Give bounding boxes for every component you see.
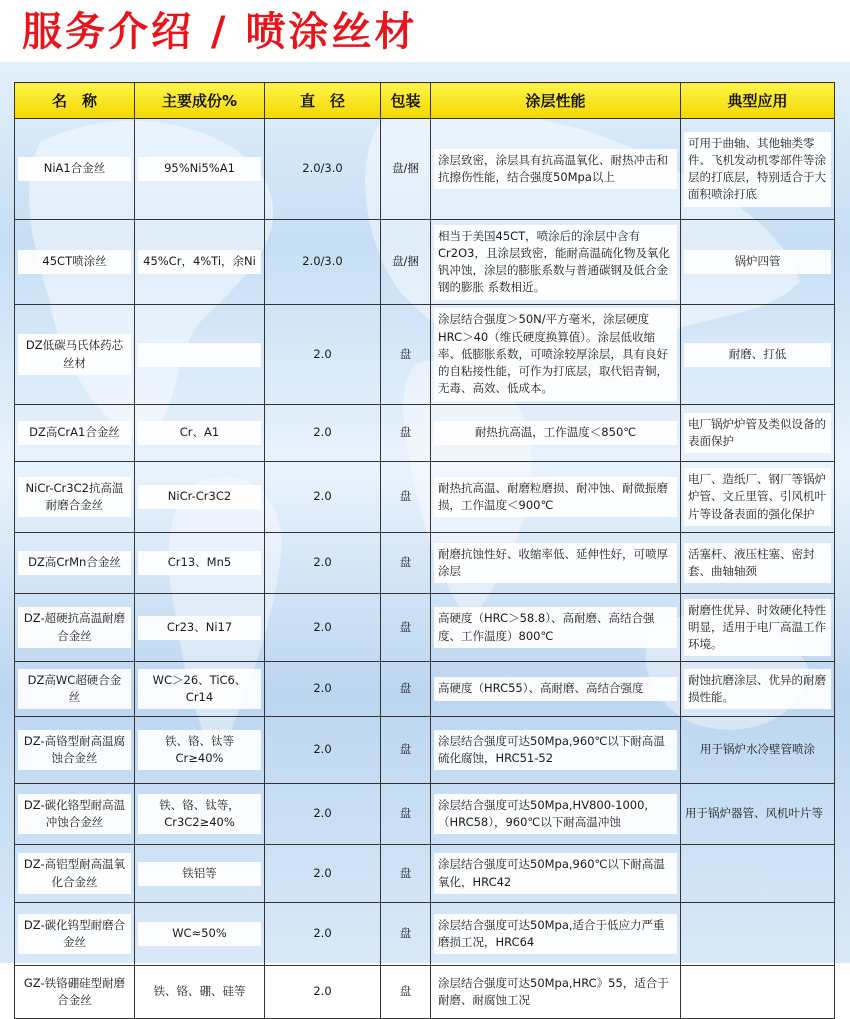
cell-application: 耐磨、打低 (681, 305, 835, 405)
cell-composition: 45%Cr，4%Ti，余Ni (135, 220, 265, 305)
cell-composition: WC≈50% (135, 903, 265, 966)
cell-application: 电厂锅炉炉管及类似设备的表面保护 (681, 405, 835, 462)
cell-name: DZ-碳化钨型耐磨合金丝 (15, 903, 135, 966)
cell-packaging: 盘 (381, 533, 431, 594)
cell-performance: 相当于美国45CT，喷涂后的涂层中含有Cr2O3，且涂层致密，能耐高温硫化物及氧化钒冲蚀，涂层的膨胀系数与普通碳钢及低合金钢的膨胀 系数相近。 (431, 220, 681, 305)
cell-application (681, 845, 835, 903)
cell-packaging: 盘 (381, 462, 431, 533)
product-table (14, 82, 835, 1019)
cell-performance: 耐磨抗蚀性好、收缩率低、延伸性好，可喷厚涂层 (431, 533, 681, 594)
cell-performance: 涂层致密，涂层具有抗高温氧化、耐热冲击和抗擦伤性能，结合强度50Mpa以上 (431, 119, 681, 220)
table-row (15, 903, 835, 966)
table-row (15, 662, 835, 717)
cell-name: DZ-超硬抗高温耐磨合金丝 (15, 594, 135, 662)
cell-packaging: 盘/捆 (381, 119, 431, 220)
cell-diameter: 2.0/3.0 (265, 220, 381, 305)
cell-composition: 铁、铬、钛等，Cr3C2≥40% (135, 784, 265, 845)
cell-packaging: 盘 (381, 966, 431, 1019)
cell-name: NiCr-Cr3C2抗高温耐磨合金丝 (15, 462, 135, 533)
cell-diameter: 2.0 (265, 784, 381, 845)
cell-performance: 涂层结合强度可达50Mpa,HV800-1000,（HRC58），960℃以下耐高温冲蚀 (431, 784, 681, 845)
cell-name: 45CT喷涂丝 (15, 220, 135, 305)
cell-diameter: 2.0 (265, 662, 381, 717)
cell-performance: 高硬度（HRC＞58.8）、高耐磨、高结合强度、工作温度）800℃ (431, 594, 681, 662)
cell-name: GZ-铁铬硼硅型耐磨合金丝 (15, 966, 135, 1019)
cell-packaging: 盘/捆 (381, 220, 431, 305)
cell-diameter: 2.0 (265, 845, 381, 903)
cell-diameter: 2.0 (265, 533, 381, 594)
cell-name: DZ-高铝型耐高温氧化合金丝 (15, 845, 135, 903)
cell-application: 耐蚀抗磨涂层、优异的耐磨损性能。 (681, 662, 835, 717)
header-name: 名 称 (15, 83, 135, 119)
cell-diameter: 2.0 (265, 903, 381, 966)
page-title: 服务介绍 / 喷涂丝材 (22, 9, 418, 55)
cell-name: DZ低碳马氏体药芯丝材 (15, 305, 135, 405)
cell-performance: 耐热抗高温，工作温度＜850℃ (431, 405, 681, 462)
cell-composition: Cr、A1 (135, 405, 265, 462)
cell-composition: 95%Ni5%A1 (135, 119, 265, 220)
header-diameter: 直 径 (265, 83, 381, 119)
table-row (15, 405, 835, 462)
cell-packaging: 盘 (381, 662, 431, 717)
table-row (15, 533, 835, 594)
cell-packaging: 盘 (381, 903, 431, 966)
header-packaging: 包装 (381, 83, 431, 119)
cell-performance: 涂层结合强度可达50Mpa,HRC》55，适合于耐磨、耐腐蚀工况 (431, 966, 681, 1019)
cell-packaging: 盘 (381, 594, 431, 662)
cell-packaging: 盘 (381, 784, 431, 845)
cell-composition: 铁铝等 (135, 845, 265, 903)
cell-composition: 铁、铬、钛等Cr≥40% (135, 717, 265, 784)
cell-diameter: 2.0 (265, 966, 381, 1019)
cell-packaging: 盘 (381, 305, 431, 405)
table-row (15, 594, 835, 662)
table-row (15, 119, 835, 220)
cell-performance: 高硬度（HRC55）、高耐磨、高结合强度 (431, 662, 681, 717)
cell-application: 电厂、造纸厂、钢厂等锅炉炉管、文丘里管、引风机叶片等设备表面的强化保护 (681, 462, 835, 533)
table-row (15, 784, 835, 845)
cell-name: DZ高CrA1合金丝 (15, 405, 135, 462)
cell-performance: 涂层结合强度可达50Mpa,960℃以下耐高温硫化腐蚀，HRC51-52 (431, 717, 681, 784)
cell-composition: Cr13、Mn5 (135, 533, 265, 594)
table-row (15, 305, 835, 405)
table-row (15, 462, 835, 533)
cell-composition: WC＞26、TiC6、Cr14 (135, 662, 265, 717)
table-row (15, 717, 835, 784)
header-coating-performance: 涂层性能 (431, 83, 681, 119)
cell-performance: 涂层结合强度可达50Mpa,适合于低应力严重磨损工况，HRC64 (431, 903, 681, 966)
cell-packaging: 盘 (381, 717, 431, 784)
header-composition: 主要成份% (135, 83, 265, 119)
cell-performance: 耐热抗高温、耐磨粒磨损、耐冲蚀、耐微振磨损，工作温度＜900℃ (431, 462, 681, 533)
cell-packaging: 盘 (381, 405, 431, 462)
cell-packaging: 盘 (381, 845, 431, 903)
cell-name: DZ-碳化铬型耐高温冲蚀合金丝 (15, 784, 135, 845)
cell-diameter: 2.0 (265, 305, 381, 405)
cell-application (681, 903, 835, 966)
cell-composition (135, 305, 265, 405)
cell-application: 可用于曲轴、其他轴类零件、飞机发动机零部件等涂层的打底层，特别适合于大面积喷涂打底 (681, 119, 835, 220)
cell-application: 锅炉四管 (681, 220, 835, 305)
cell-name: NiA1合金丝 (15, 119, 135, 220)
cell-name: DZ-高铬型耐高温腐蚀合金丝 (15, 717, 135, 784)
cell-application: 活塞杆、液压柱塞、密封套、曲轴轴颈 (681, 533, 835, 594)
cell-diameter: 2.0 (265, 594, 381, 662)
cell-application: 用于锅炉水冷壁管喷涂 (681, 717, 835, 784)
table-row (15, 220, 835, 305)
cell-application: 耐磨性优异、时效硬化特性明显，适用于电厂高温工作环境。 (681, 594, 835, 662)
cell-composition: 铁、铬、硼、硅等 (135, 966, 265, 1019)
header-typical-application: 典型应用 (681, 83, 835, 119)
cell-diameter: 2.0 (265, 462, 381, 533)
cell-composition: NiCr-Cr3C2 (135, 462, 265, 533)
cell-application (681, 966, 835, 1019)
cell-performance: 涂层结合强度＞50N/平方毫米，涂层硬度HRC＞40（维氏硬度换算值）。涂层低收缩率、低膨胀系数，可喷涂较厚涂层，具有良好的自粘接性能，可作为打底层，取代铝青铜，无毒、高效、低成本。 (431, 305, 681, 405)
cell-application: 用于锅炉器管、风机叶片等 (681, 784, 835, 845)
cell-diameter: 2.0 (265, 717, 381, 784)
cell-name: DZ高CrMn合金丝 (15, 533, 135, 594)
table-header-row (15, 83, 835, 119)
table-row (15, 845, 835, 903)
cell-diameter: 2.0 (265, 405, 381, 462)
cell-name: DZ高WC超硬合金丝 (15, 662, 135, 717)
table-row (15, 966, 835, 1019)
cell-diameter: 2.0/3.0 (265, 119, 381, 220)
cell-performance: 涂层结合强度可达50Mpa,960℃以下耐高温氧化，HRC42 (431, 845, 681, 903)
cell-composition: Cr23、Ni17 (135, 594, 265, 662)
